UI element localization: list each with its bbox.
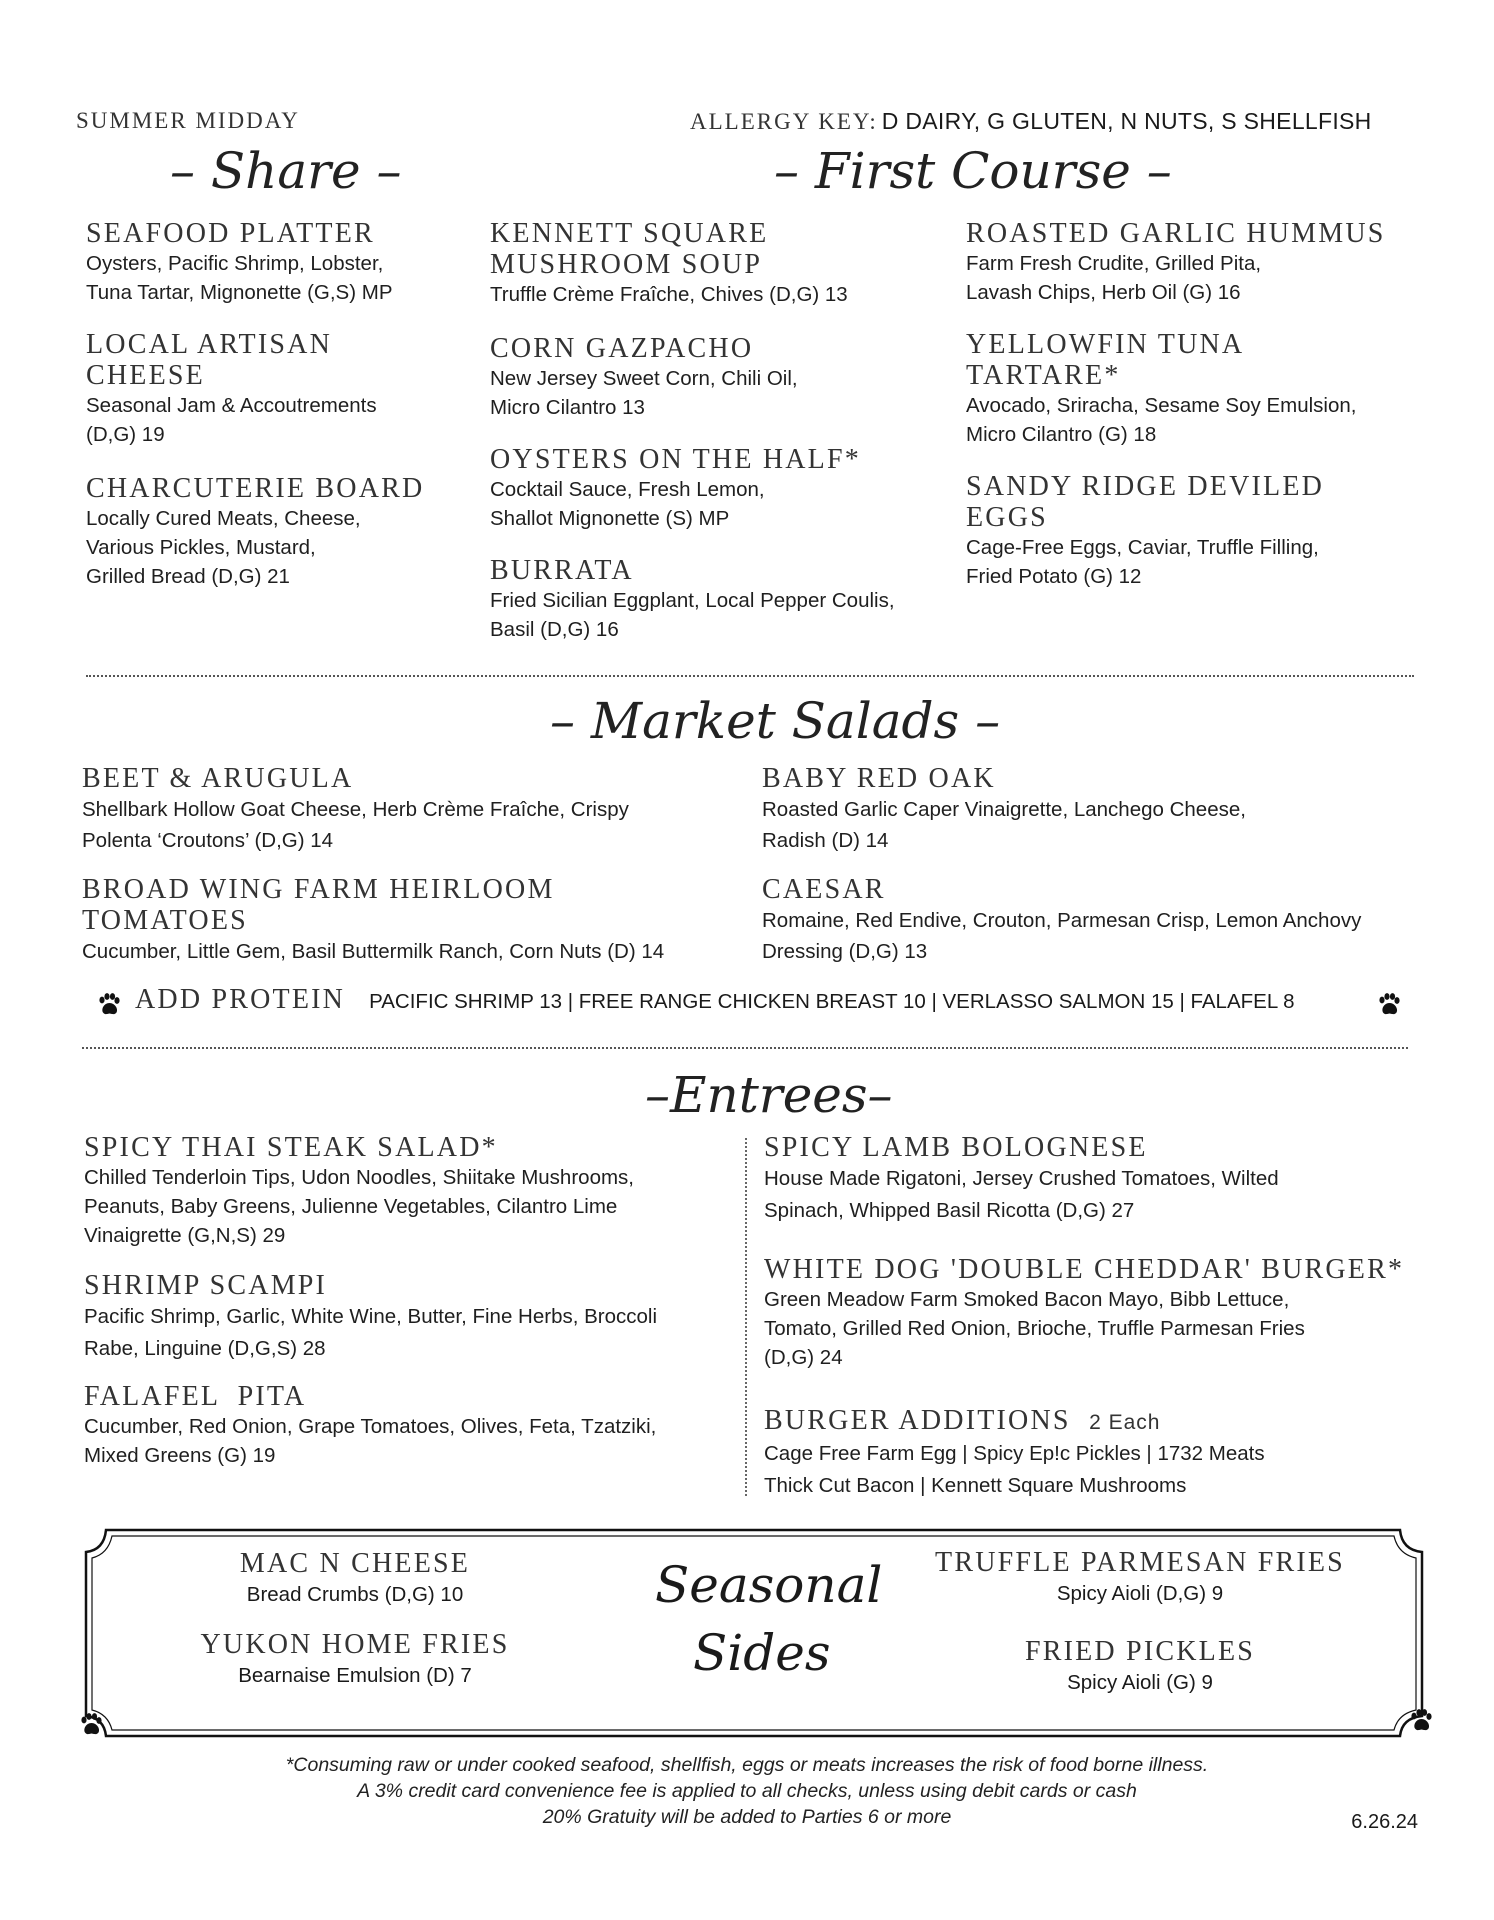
item-name: TRUFFLE PARMESAN FRIES — [935, 1547, 1345, 1578]
entrees-column-divider — [745, 1138, 747, 1496]
paw-icon — [1376, 992, 1402, 1018]
side-item — [900, 1636, 1380, 1698]
item-desc: Shellbark Hollow Goat Cheese, Herb Crème Fraîche, Crispy Polenta ‘Croutons’ (D,G) 14 — [82, 798, 629, 852]
item-desc: Truffle Crème Fraîche, Chives (D,G) 13 — [490, 283, 848, 306]
item-desc: House Made Rigatoni, Jersey Crushed Tomatoes, Wilted Spinach, Whipped Basil Ricotta (D,G) 27 — [764, 1167, 1279, 1222]
item-name: SPICY THAI STEAK SALAD* — [84, 1132, 498, 1163]
item-desc: Cocktail Sauce, Fresh Lemon, Shallot Mignonette (S) MP — [490, 478, 765, 530]
footer-line: A 3% credit card convenience fee is applied to all checks, unless using debit cards or cash — [357, 1780, 1137, 1802]
add-protein-row — [135, 984, 1295, 1016]
allergy-key — [690, 108, 1372, 135]
menu-item — [86, 473, 486, 591]
item-name: BURGER ADDITIONS 2 Each — [764, 1405, 1161, 1436]
item-desc: Cucumber, Red Onion, Grape Tomatoes, Olives, Feta, Tzatziki, Mixed Greens (G) 19 — [84, 1415, 657, 1467]
menu-item — [86, 218, 486, 307]
menu-item — [764, 1132, 1424, 1227]
menu-item — [490, 218, 950, 309]
item-name: WHITE DOG 'DOUBLE CHEDDAR' BURGER* — [764, 1254, 1405, 1285]
side-item — [900, 1547, 1380, 1609]
paw-icon — [78, 1712, 104, 1738]
menu-item — [86, 329, 486, 449]
add-protein-label: ADD PROTEIN — [135, 984, 346, 1015]
menu-item — [764, 1254, 1444, 1372]
item-name: SEAFOOD PLATTER — [86, 218, 375, 249]
menu-item — [84, 1270, 734, 1365]
item-name: CHARCUTERIE BOARD — [86, 473, 425, 504]
item-desc: Spicy Aioli (G) 9 — [1067, 1671, 1213, 1694]
footer-line: 20% Gratuity will be added to Parties 6 or more — [542, 1806, 952, 1828]
item-desc: Seasonal Jam & Accoutrements (D,G) 19 — [86, 394, 377, 446]
item-desc: Oysters, Pacific Shrimp, Lobster, Tuna Tartar, Mignonette (G,S) MP — [86, 252, 393, 304]
market-salads-title: – Market Salads – — [550, 692, 1001, 750]
menu-item — [84, 1132, 734, 1250]
menu-item — [82, 763, 742, 856]
paw-icon — [96, 992, 122, 1018]
item-name: KENNETT SQUARE MUSHROOM SOUP — [490, 218, 769, 280]
item-note: 2 Each — [1089, 1411, 1161, 1434]
item-desc: Romaine, Red Endive, Crouton, Parmesan Crisp, Lemon Anchovy Dressing (D,G) 13 — [762, 909, 1362, 963]
menu-date: 6.26.24 — [1351, 1811, 1418, 1833]
item-desc: Avocado, Sriracha, Sesame Soy Emulsion, Micro Cilantro (G) 18 — [966, 394, 1357, 446]
item-desc: Pacific Shrimp, Garlic, White Wine, Butter, Fine Herbs, Broccoli Rabe, Linguine (D,G,S) 28 — [84, 1305, 658, 1360]
menu-item — [490, 444, 950, 533]
menu-item — [490, 555, 960, 644]
sides-title: Sides — [693, 1624, 831, 1682]
item-name: BURRATA — [490, 555, 634, 586]
item-desc: Green Meadow Farm Smoked Bacon Mayo, Bibb Lettuce, Tomato, Grilled Red Onion, Brioche, Truffle Parmesan Fries (D,G) 24 — [764, 1288, 1305, 1369]
menu-item — [966, 329, 1416, 449]
item-name: BEET & ARUGULA — [82, 763, 354, 794]
side-item — [150, 1548, 560, 1610]
item-name: FRIED PICKLES — [1024, 1636, 1256, 1667]
menu-item — [764, 1405, 1424, 1502]
item-desc: Bearnaise Emulsion (D) 7 — [238, 1664, 472, 1687]
item-name: LOCAL ARTISAN CHEESE — [86, 329, 332, 391]
item-desc: Chilled Tenderloin Tips, Udon Noodles, Shiitake Mushrooms, Peanuts, Baby Greens, Julienne Vegetables, Cilantro Lime Vinaigrette (G,N,S) 29 — [84, 1166, 634, 1247]
paw-icon — [1408, 1708, 1434, 1734]
item-name: YELLOWFIN TUNA TARTARE* — [966, 329, 1245, 391]
menu-item — [82, 874, 752, 967]
item-desc: Locally Cured Meats, Cheese, Various Pickles, Mustard, Grilled Bread (D,G) 21 — [86, 507, 361, 588]
item-name: ROASTED GARLIC HUMMUS — [966, 218, 1386, 249]
side-item — [150, 1629, 560, 1691]
item-name: YUKON HOME FRIES — [200, 1629, 510, 1660]
footer-line: *Consuming raw or under cooked seafood, shellfish, eggs or meats increases the risk of food borne illness. — [285, 1754, 1209, 1776]
allergy-key-label: ALLERGY KEY: — [690, 109, 878, 134]
item-desc: Fried Sicilian Eggplant, Local Pepper Coulis, Basil (D,G) 16 — [490, 589, 895, 641]
menu-item — [84, 1381, 734, 1470]
add-protein-items: PACIFIC SHRIMP 13 | FREE RANGE CHICKEN BREAST 10 | VERLASSO SALMON 15 | FALAFEL 8 — [369, 990, 1295, 1013]
dotted-divider — [82, 1047, 1408, 1049]
menu-item — [490, 333, 950, 422]
item-desc: Cage-Free Eggs, Caviar, Truffle Filling, Fried Potato (G) 12 — [966, 536, 1319, 588]
item-desc: New Jersey Sweet Corn, Chili Oil, Micro Cilantro 13 — [490, 367, 798, 419]
item-name: BROAD WING FARM HEIRLOOM TOMATOES — [82, 874, 555, 936]
menu-item — [762, 763, 1422, 856]
service-label: SUMMER MIDDAY — [76, 108, 300, 133]
item-name: SPICY LAMB BOLOGNESE — [764, 1132, 1148, 1163]
entrees-title: –Entrees– — [645, 1066, 893, 1124]
item-desc: Cucumber, Little Gem, Basil Buttermilk Ranch, Corn Nuts (D) 14 — [82, 940, 665, 963]
item-desc: Spicy Aioli (D,G) 9 — [1056, 1582, 1224, 1605]
item-name: SHRIMP SCAMPI — [84, 1270, 328, 1301]
item-name: SANDY RIDGE DEVILED EGGS — [966, 471, 1325, 533]
item-name: CAESAR — [762, 874, 886, 905]
allergy-key-text: D DAIRY, G GLUTEN, N NUTS, S SHELLFISH — [881, 108, 1372, 134]
first-course-title: – First Course – — [774, 142, 1172, 200]
footer-notes — [0, 1752, 1494, 1830]
item-desc: Roasted Garlic Caper Vinaigrette, Lanchego Cheese, Radish (D) 14 — [762, 798, 1246, 852]
item-name: OYSTERS ON THE HALF* — [490, 444, 861, 475]
item-name: CORN GAZPACHO — [490, 333, 754, 364]
share-title: – Share – — [170, 142, 402, 200]
menu-item — [762, 874, 1442, 967]
seasonal-title: Seasonal — [655, 1556, 883, 1614]
item-name: FALAFEL PITA — [84, 1381, 307, 1412]
menu-item — [966, 471, 1416, 591]
item-desc: Cage Free Farm Egg | Spicy Ep!c Pickles | 1732 Meats Thick Cut Bacon | Kennett Square Mushrooms — [764, 1442, 1265, 1497]
item-desc: Farm Fresh Crudite, Grilled Pita, Lavash Chips, Herb Oil (G) 16 — [966, 252, 1262, 304]
item-name: BABY RED OAK — [762, 763, 996, 794]
item-name: MAC N CHEESE — [239, 1548, 471, 1579]
dotted-divider — [86, 675, 1414, 677]
item-desc: Bread Crumbs (D,G) 10 — [246, 1583, 464, 1606]
menu-item — [966, 218, 1416, 307]
